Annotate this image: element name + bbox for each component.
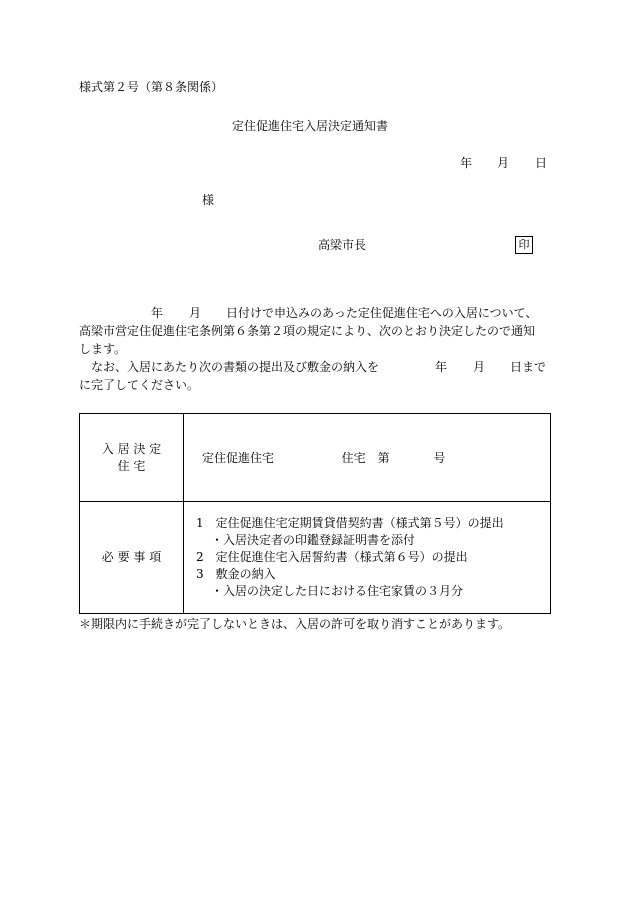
table-row	[80, 414, 551, 502]
p2-month: 月	[473, 360, 486, 374]
requirements-list	[184, 502, 551, 614]
list-item: 2 定住促進住宅入居誓約書（様式第６号）の提出	[196, 550, 468, 564]
list-item: 3 敷金の納入	[196, 567, 276, 581]
issuer: 高梁市長	[318, 238, 367, 252]
seal-stamp: 印	[515, 236, 533, 254]
p2-start: なお、入居にあたり次の書類の提出及び敷金の納入を	[91, 360, 380, 374]
requirements-label: 必 要 事 項	[80, 502, 184, 614]
p1-rest: 日付けで申込みのあった定住促進住宅への入居について、	[226, 306, 538, 320]
addressee-suffix: 様	[202, 193, 215, 207]
p2-end: 日まで	[510, 360, 547, 374]
form-number: 様式第２号（第８条関係）	[79, 80, 224, 94]
footnote: ＊期限内に手続きが完了しないときは、入居の許可を取り消すことがあります。	[79, 617, 511, 631]
p2-line2: に完了してください。	[79, 378, 200, 392]
p1-month: 月	[189, 306, 202, 320]
date-month: 月	[497, 156, 510, 170]
p2-year: 年	[435, 360, 448, 374]
list-item: 1 定住促進住宅定期賃貸借契約書（様式第５号）の提出	[196, 516, 504, 530]
date-day: 日	[535, 156, 548, 170]
table-row	[80, 502, 551, 614]
list-item: ・入居の決定した日における住宅家賃の３月分	[211, 584, 464, 598]
document-title: 定住促進住宅入居決定通知書	[232, 119, 389, 133]
housing-label-line2: 住 宅	[117, 458, 146, 473]
decision-table	[79, 413, 551, 614]
date-year: 年	[460, 156, 473, 170]
p1-line3: します。	[79, 342, 127, 356]
notice-body	[79, 304, 549, 394]
list-item: ・入居決定者の印鑑登録証明書を添付	[211, 533, 416, 547]
housing-label-line1: 入 居 決 定	[101, 441, 162, 456]
housing-value	[184, 414, 551, 502]
housing-unit: 住宅 第	[341, 451, 390, 465]
housing-number-suffix: 号	[433, 451, 446, 465]
housing-label	[80, 414, 184, 502]
p1-line2: 高梁市営定住促進住宅条例第６条第２項の規定により、次のとおり決定したので通知	[79, 324, 536, 338]
housing-type: 定住促進住宅	[202, 451, 275, 465]
p1-year: 年	[151, 306, 164, 320]
